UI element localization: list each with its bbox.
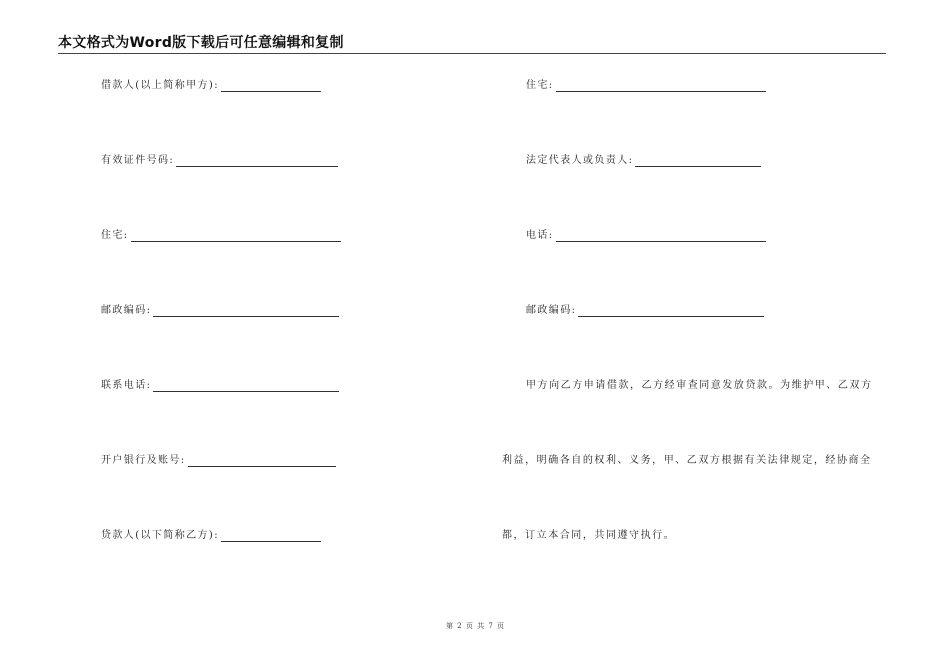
blank-line bbox=[221, 82, 321, 92]
field-residence-left bbox=[101, 230, 341, 242]
blank-line bbox=[153, 382, 339, 392]
blank-line bbox=[635, 157, 761, 167]
field-label: 邮政编码: bbox=[101, 305, 152, 316]
field-borrower bbox=[101, 80, 321, 92]
field-label: 有效证件号码: bbox=[101, 155, 175, 166]
current-page: 2 bbox=[457, 622, 462, 630]
blank-line bbox=[176, 157, 338, 167]
field-label: 住宅: bbox=[526, 80, 554, 91]
total-suffix: 页 bbox=[497, 622, 505, 630]
page-number bbox=[0, 622, 950, 631]
field-label: 邮政编码: bbox=[526, 305, 577, 316]
field-postcode-left bbox=[101, 305, 339, 317]
field-label: 电话: bbox=[526, 230, 554, 241]
blank-line bbox=[578, 307, 764, 317]
page-header bbox=[58, 35, 886, 54]
field-label: 贷款人(以下简称乙方): bbox=[101, 530, 219, 541]
page-prefix: 第 bbox=[445, 622, 453, 630]
field-legal-representative bbox=[526, 155, 761, 167]
field-contact-phone bbox=[101, 380, 339, 392]
blank-line bbox=[131, 232, 341, 242]
field-label: 住宅: bbox=[101, 230, 129, 241]
blank-line bbox=[556, 82, 766, 92]
field-label: 法定代表人或负责人: bbox=[526, 155, 634, 166]
paragraph-line-1: 甲方向乙方申请借款，乙方经审查同意发放贷款。为维护甲、乙双方 bbox=[526, 380, 873, 391]
field-lender bbox=[101, 530, 321, 542]
field-label: 联系电话: bbox=[101, 380, 152, 391]
field-id-number bbox=[101, 155, 338, 167]
blank-line bbox=[153, 307, 339, 317]
blank-line bbox=[556, 232, 766, 242]
header-title: 本文格式为Word版下载后可任意编辑和复制 bbox=[58, 35, 344, 51]
page-word: 页 bbox=[465, 622, 473, 630]
total-pages: 7 bbox=[488, 622, 493, 630]
blank-line bbox=[188, 457, 336, 467]
field-label: 开户银行及账号: bbox=[101, 455, 186, 466]
total-prefix: 共 bbox=[477, 622, 485, 630]
field-postcode-right bbox=[526, 305, 764, 317]
paragraph-line-2: 利益，明确各自的权利、义务，甲、乙双方根据有关法律规定，经协商全 bbox=[502, 455, 872, 466]
field-residence-right bbox=[526, 80, 766, 92]
field-label: 借款人(以上简称甲方): bbox=[101, 80, 219, 91]
field-phone-right bbox=[526, 230, 766, 242]
paragraph-line-3: 都，订立本合同，共同遵守执行。 bbox=[502, 530, 676, 541]
field-bank-account bbox=[101, 455, 336, 467]
blank-line bbox=[221, 532, 321, 542]
